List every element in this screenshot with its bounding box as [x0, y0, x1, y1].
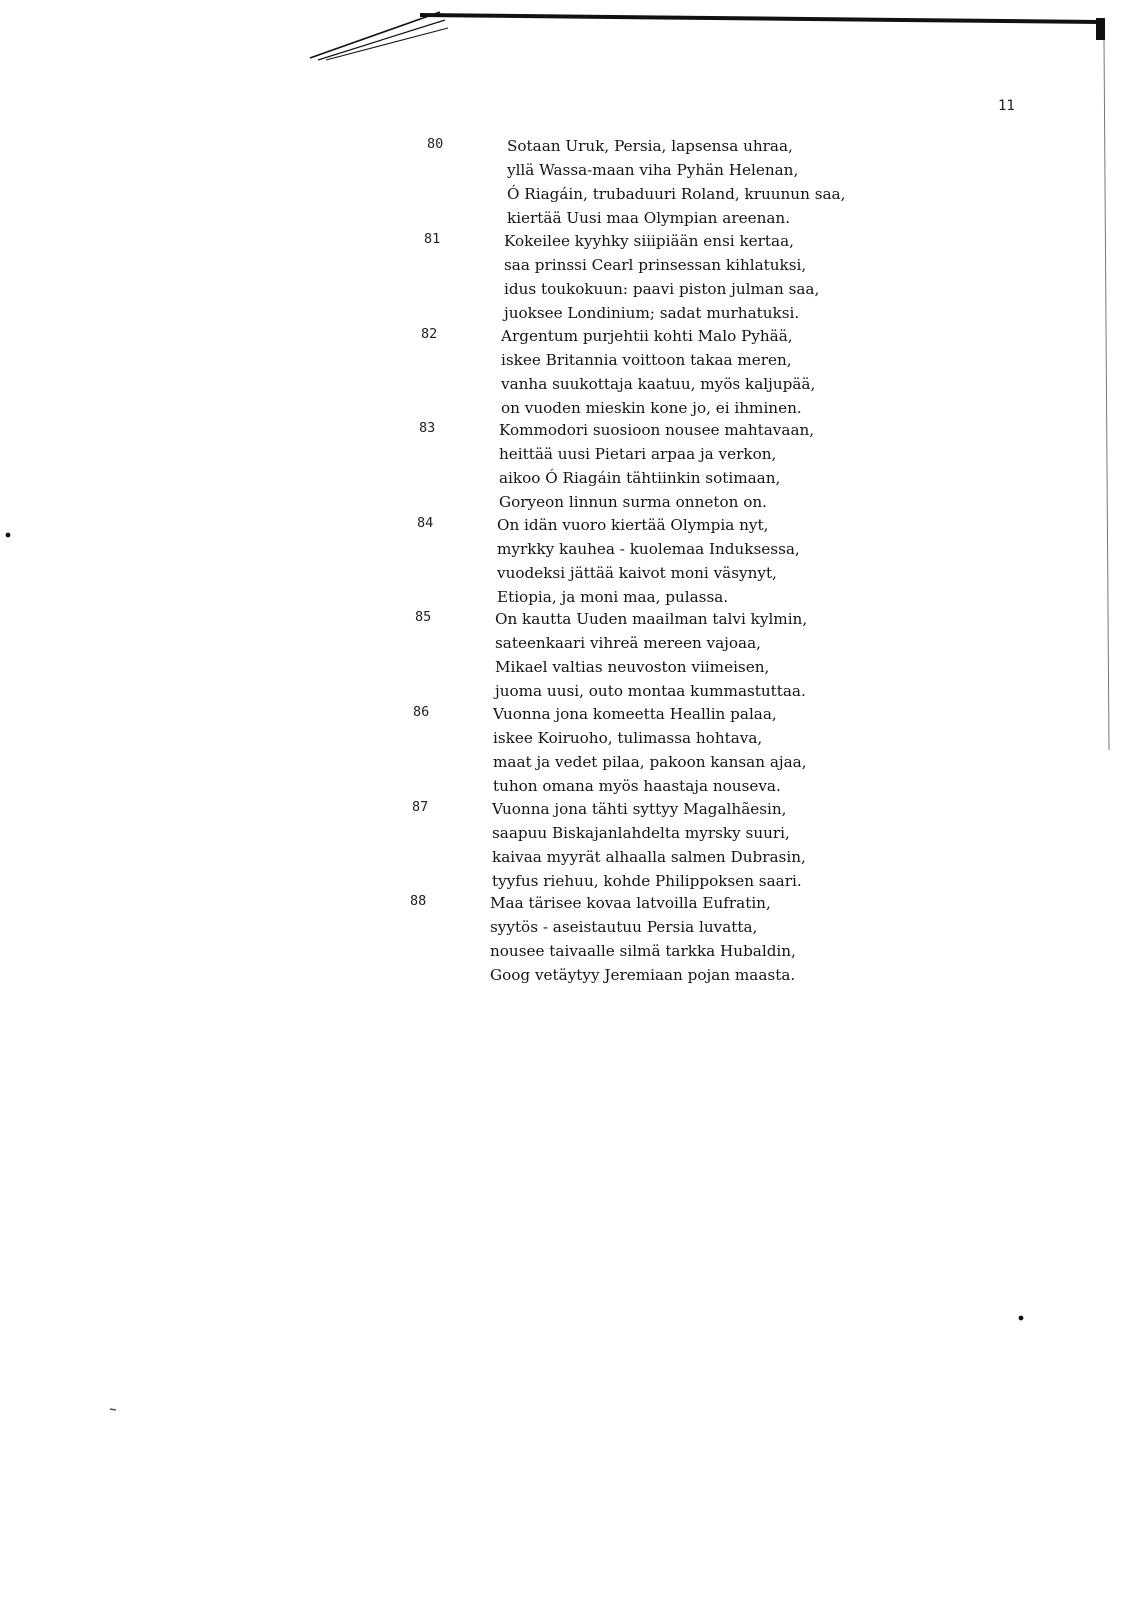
verse-line: saa prinssi Cearl prinsessan kihlatuksi, [504, 256, 807, 274]
scan-corner-fold-line-3 [326, 28, 448, 60]
verse-line: vuodeksi jättää kaivot moni väsynyt, [497, 564, 777, 582]
verse-line: on vuoden mieskin kone jo, ei ihminen. [501, 399, 802, 417]
stanza-number: 80 [427, 136, 444, 152]
verse-line: Maa tärisee kovaa latvoilla Eufratin, [490, 894, 771, 912]
verse-line: vanha suukottaja kaatuu, myös kaljupää, [501, 375, 816, 393]
verse-line: aikoo Ó Riagáin tähtiinkin sotimaan, [499, 469, 781, 487]
verse-line: Kokeilee kyyhky siiipiään ensi kertaa, [504, 232, 794, 250]
verse-line: sateenkaari vihreä mereen vajoaa, [495, 634, 761, 652]
stanza-number: 86 [413, 704, 430, 720]
verse-line: heittää uusi Pietari arpaa ja verkon, [499, 445, 777, 463]
verse-line: Etiopia, ja moni maa, pulassa. [497, 588, 729, 606]
verse-line: nousee taivaalle silmä tarkka Hubaldin, [490, 942, 796, 960]
scan-top-edge-line [420, 15, 1100, 22]
verse-line: kaivaa myyrät alhaalla salmen Dubrasin, [492, 848, 806, 866]
verse-line: idus toukokuun: paavi piston julman saa, [504, 280, 820, 298]
verse-line: juoma uusi, outo montaa kummastuttaa. [495, 682, 806, 700]
stanza-number: 82 [421, 326, 438, 342]
scan-speck-right [1019, 1316, 1024, 1321]
verse-line: Goog vetäytyy Jeremiaan pojan maasta. [490, 966, 796, 984]
scan-right-edge-line [1104, 40, 1109, 750]
stanza-lines [493, 702, 873, 798]
verse-line: Vuonna jona tähti syttyy Magalhãesin, [492, 800, 787, 818]
verse-line: On kautta Uuden maailman talvi kylmin, [495, 610, 808, 628]
scan-top-right-mark [1096, 18, 1105, 40]
scan-speck-left [6, 533, 11, 538]
verse-line: syytös - aseistautuu Persia luvatta, [490, 918, 758, 936]
stanza-lines [492, 797, 872, 893]
verse-line: tyyfus riehuu, kohde Philippoksen saari. [492, 872, 802, 890]
verse-line: myrkky kauhea - kuolemaa Induksessa, [497, 540, 800, 558]
stanza-number: 83 [419, 420, 436, 436]
verse-line: iskee Koiruoho, tulimassa hohtava, [493, 729, 763, 747]
verse-line: yllä Wassa-maan viha Pyhän Helenan, [507, 161, 799, 179]
verse-line: Mikael valtias neuvoston viimeisen, [495, 658, 770, 676]
stanza-lines [507, 134, 887, 230]
verse-line: kiertää Uusi maa Olympian areenan. [507, 209, 791, 227]
verse-line: iskee Britannia voittoon takaa meren, [501, 351, 792, 369]
stanza-lines [490, 891, 870, 987]
stanza-lines [504, 229, 884, 325]
scan-speck-bottom [110, 1409, 116, 1410]
stanza-lines [495, 607, 875, 703]
stanza-lines [497, 513, 877, 609]
stanza-number: 81 [424, 231, 441, 247]
scan-corner-fold-line-2 [318, 20, 445, 60]
stanza-lines [501, 324, 881, 420]
verse-line: maat ja vedet pilaa, pakoon kansan ajaa, [493, 753, 807, 771]
page-number: 11 [998, 98, 1015, 114]
verse-line: saapuu Biskajanlahdelta myrsky suuri, [492, 824, 790, 842]
stanza-number: 88 [410, 893, 427, 909]
stanza-number: 85 [415, 609, 432, 625]
verse-line: Sotaan Uruk, Persia, lapsensa uhraa, [507, 137, 793, 155]
verse-line: Argentum purjehtii kohti Malo Pyhää, [501, 327, 793, 345]
stanza-lines [499, 418, 879, 514]
verse-line: Goryeon linnun surma onneton on. [499, 493, 767, 511]
stanza-number: 84 [417, 515, 434, 531]
stanza-number: 87 [412, 799, 429, 815]
verse-line: Kommodori suosioon nousee mahtavaan, [499, 421, 815, 439]
verse-line: tuhon omana myös haastaja nouseva. [493, 777, 781, 795]
verse-line: On idän vuoro kiertää Olympia nyt, [497, 516, 769, 534]
verse-line: Ó Riagáin, trubaduuri Roland, kruunun saa, [507, 185, 846, 203]
verse-line: Vuonna jona komeetta Heallin palaa, [493, 705, 777, 723]
verse-line: juoksee Londinium; sadat murhatuksi. [504, 304, 800, 322]
